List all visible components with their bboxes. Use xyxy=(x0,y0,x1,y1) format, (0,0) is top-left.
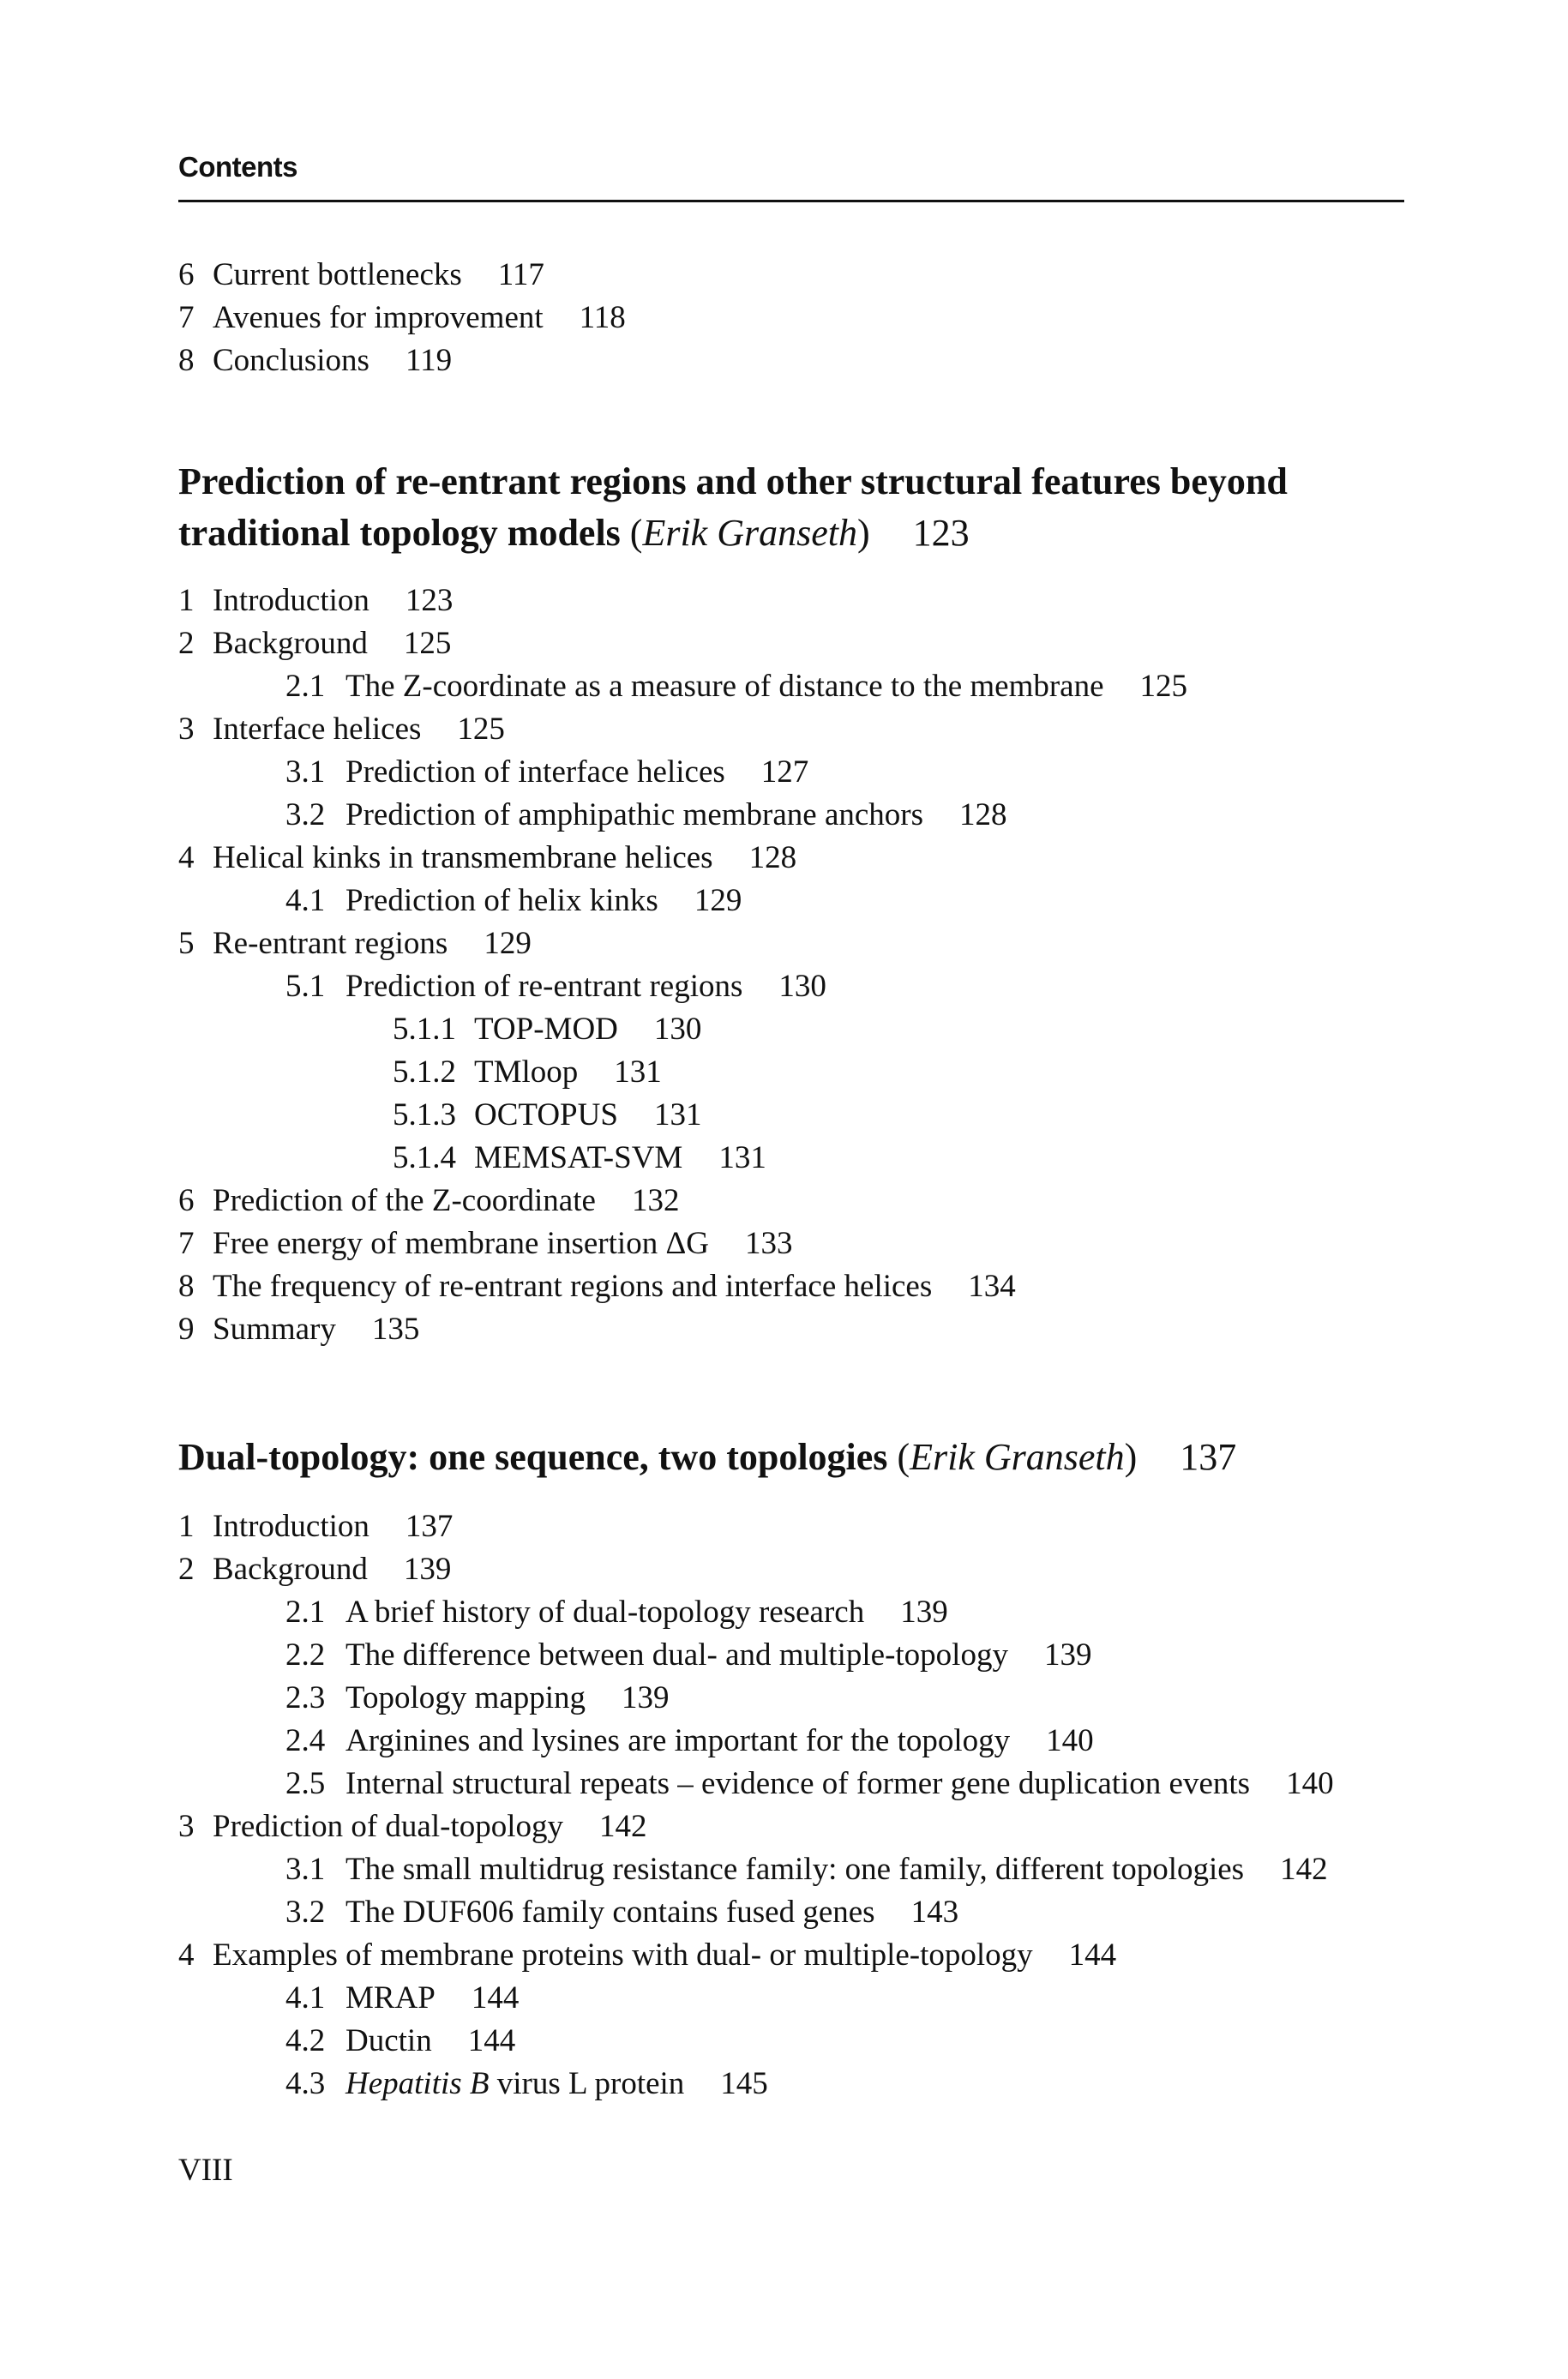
toc-entry[interactable] xyxy=(178,297,626,339)
toc-entry-page: 125 xyxy=(1139,669,1188,704)
toc-entry-number: 2.5 xyxy=(285,1766,326,1801)
toc-entry[interactable] xyxy=(178,837,796,880)
toc-entry-number: 2 xyxy=(178,626,195,661)
toc-entry-number: 9 xyxy=(178,1312,195,1347)
toc-entry-title: TMloop xyxy=(474,1054,579,1090)
toc-entry-page: 137 xyxy=(405,1509,454,1544)
toc-entry-number: 5.1.2 xyxy=(393,1054,456,1090)
toc-entry-page: 118 xyxy=(579,300,626,335)
toc-entry[interactable] xyxy=(285,880,742,922)
toc-entry-page: 145 xyxy=(720,2066,768,2101)
toc-entry-page: 127 xyxy=(760,754,809,790)
toc-entry[interactable] xyxy=(285,2020,515,2063)
toc-entry[interactable] xyxy=(178,339,452,382)
toc-entry-title: The difference between dual- and multiple-topology xyxy=(345,1637,1008,1673)
toc-entry[interactable] xyxy=(178,580,453,622)
toc-entry-page: 142 xyxy=(599,1809,647,1844)
toc-entry[interactable] xyxy=(178,1505,453,1548)
toc-entry-number: 2 xyxy=(178,1552,195,1587)
author-paren-close: ) xyxy=(1124,1436,1138,1478)
toc-entry-number: 6 xyxy=(178,257,195,292)
chapter-title: traditional topology models xyxy=(178,512,621,554)
toc-entry[interactable] xyxy=(178,1180,679,1223)
author-paren-close: ) xyxy=(856,512,870,554)
toc-entry-title: OCTOPUS xyxy=(474,1097,618,1132)
toc-entry-page: 140 xyxy=(1046,1723,1094,1758)
toc-entry[interactable] xyxy=(393,1137,766,1180)
toc-entry-title: Background xyxy=(213,1552,368,1587)
chapter-page: 123 xyxy=(912,512,970,554)
toc-entry-page: 117 xyxy=(497,257,544,292)
toc-entry-number: 8 xyxy=(178,343,195,378)
toc-entry-number: 1 xyxy=(178,1509,195,1544)
toc-entry[interactable] xyxy=(285,1634,1091,1677)
toc-entry-page: 139 xyxy=(1043,1637,1092,1673)
toc-entry[interactable] xyxy=(178,708,505,751)
toc-entry-number: 8 xyxy=(178,1269,195,1304)
toc-entry[interactable] xyxy=(285,794,1007,837)
toc-entry[interactable] xyxy=(178,1223,792,1265)
toc-entry-title: Summary xyxy=(213,1312,336,1347)
toc-entry-page: 133 xyxy=(744,1226,793,1261)
toc-entry-number: 3.1 xyxy=(285,1852,326,1887)
toc-entry-page: 128 xyxy=(959,797,1007,832)
toc-entry-title: Prediction of interface helices xyxy=(345,754,725,790)
toc-entry-title: Helical kinks in transmembrane helices xyxy=(213,840,713,875)
toc-entry-title: Conclusions xyxy=(213,343,369,378)
toc-entry-page: 131 xyxy=(718,1140,766,1175)
toc-entry[interactable] xyxy=(285,2063,768,2106)
toc-entry-number: 5.1.3 xyxy=(393,1097,456,1132)
toc-entry-page: 132 xyxy=(631,1183,680,1218)
toc-entry-title: Prediction of the Z-coordinate xyxy=(213,1183,596,1218)
toc-entry[interactable] xyxy=(285,1848,1328,1891)
toc-entry[interactable] xyxy=(285,751,808,794)
toc-entry[interactable] xyxy=(178,1548,451,1591)
toc-entry-title: A brief history of dual-topology research xyxy=(345,1595,865,1630)
toc-entry[interactable] xyxy=(178,1934,1116,1977)
toc-entry[interactable] xyxy=(285,1720,1094,1763)
toc-entry[interactable] xyxy=(285,1891,958,1934)
toc-entry-page: 130 xyxy=(653,1012,702,1047)
header-rule xyxy=(178,200,1404,202)
toc-entry-title: Examples of membrane proteins with dual- or multiple-topology xyxy=(213,1937,1033,1973)
toc-entry-number: 4 xyxy=(178,1937,195,1973)
toc-entry[interactable] xyxy=(393,1008,701,1051)
toc-entry-number: 2.4 xyxy=(285,1723,326,1758)
toc-entry-number: 5.1 xyxy=(285,969,326,1004)
toc-entry-title-italic: Hepatitis B xyxy=(345,2066,490,2101)
toc-entry-page: 119 xyxy=(405,343,453,378)
toc-entry-number: 3.1 xyxy=(285,754,326,790)
toc-entry-number: 3 xyxy=(178,1809,195,1844)
toc-entry-page: 135 xyxy=(371,1312,420,1347)
toc-entry-title: Current bottlenecks xyxy=(213,257,462,292)
chapter-title-line-1[interactable]: Prediction of re-entrant regions and other structural features beyond xyxy=(178,460,1288,502)
chapter-title: Dual-topology: one sequence, two topologies xyxy=(178,1436,888,1478)
page-number: VIII xyxy=(178,2153,233,2188)
toc-entry-title: Free energy of membrane insertion ΔG xyxy=(213,1226,709,1261)
toc-entry-title: Internal structural repeats – evidence of former gene duplication events xyxy=(345,1766,1251,1801)
toc-entry-page: 125 xyxy=(457,712,505,747)
toc-entry-page: 139 xyxy=(900,1595,948,1630)
chapter-author: Erik Granseth xyxy=(910,1436,1125,1478)
toc-entry-number: 5 xyxy=(178,926,195,961)
toc-entry-number: 3 xyxy=(178,712,195,747)
toc-entry-title: Ductin xyxy=(345,2023,432,2058)
toc-entry-number: 3.2 xyxy=(285,1895,326,1930)
toc-entry-title: Re-entrant regions xyxy=(213,926,448,961)
toc-entry[interactable] xyxy=(285,1763,1334,1805)
toc-entry-number: 2.3 xyxy=(285,1680,326,1715)
toc-entry-title: Background xyxy=(213,626,368,661)
toc-entry-number: 7 xyxy=(178,1226,195,1261)
toc-entry[interactable] xyxy=(178,922,532,965)
toc-entry-page: 130 xyxy=(778,969,826,1004)
toc-entry-title: The Z-coordinate as a measure of distance to the membrane xyxy=(345,669,1104,704)
toc-entry[interactable] xyxy=(285,665,1187,708)
toc-entry-title: Introduction xyxy=(213,1509,369,1544)
toc-entry[interactable] xyxy=(178,254,544,297)
toc-entry-title: The DUF606 family contains fused genes xyxy=(345,1895,875,1930)
toc-entry-title: MRAP xyxy=(345,1980,436,2016)
toc-entry-title: Avenues for improvement xyxy=(213,300,544,335)
toc-entry-page: 131 xyxy=(653,1097,702,1132)
toc-entry[interactable] xyxy=(178,1308,419,1351)
toc-entry-number: 1 xyxy=(178,583,195,618)
chapter-title-line-2[interactable] xyxy=(178,508,970,559)
chapter-title-line[interactable] xyxy=(178,1432,1236,1483)
toc-entry-page: 131 xyxy=(614,1054,662,1090)
toc-entry-title: TOP-MOD xyxy=(474,1012,618,1047)
toc-entry-title: The small multidrug resistance family: one family, different topologies xyxy=(345,1852,1245,1887)
toc-entry[interactable] xyxy=(393,1051,662,1094)
toc-entry-page: 139 xyxy=(622,1680,670,1715)
toc-entry-page: 144 xyxy=(471,1980,520,2016)
toc-entry[interactable] xyxy=(285,965,826,1008)
toc-entry-number: 2.1 xyxy=(285,1595,326,1630)
toc-entry-page: 143 xyxy=(910,1895,959,1930)
toc-entry-number: 4 xyxy=(178,840,195,875)
toc-entry-title: Interface helices xyxy=(213,712,422,747)
toc-entry-page: 140 xyxy=(1286,1766,1334,1801)
toc-entry-number: 4.2 xyxy=(285,2023,326,2058)
toc-entry-title: The frequency of re-entrant regions and interface helices xyxy=(213,1269,933,1304)
author-paren-open: ( xyxy=(897,1436,910,1478)
toc-entry-number: 4.1 xyxy=(285,883,326,918)
toc-entry-page: 129 xyxy=(484,926,532,961)
toc-entry-title: Prediction of dual-topology xyxy=(213,1809,563,1844)
toc-entry-title: Topology mapping xyxy=(345,1680,586,1715)
toc-entry-page: 144 xyxy=(467,2023,516,2058)
toc-entry-number: 3.2 xyxy=(285,797,326,832)
toc-entry-number: 5.1.4 xyxy=(393,1140,456,1175)
toc-entry-number: 2.1 xyxy=(285,669,326,704)
toc-entry-title: Introduction xyxy=(213,583,369,618)
toc-entry-title: Arginines and lysines are important for the topology xyxy=(345,1723,1011,1758)
toc-entry[interactable] xyxy=(178,622,451,665)
toc-entry-title: Prediction of re-entrant regions xyxy=(345,969,743,1004)
toc-entry-page: 129 xyxy=(694,883,742,918)
toc-entry-number: 7 xyxy=(178,300,195,335)
toc-entry-page: 144 xyxy=(1068,1937,1117,1973)
running-header: Contents xyxy=(178,151,297,183)
toc-entry[interactable] xyxy=(285,1977,519,2020)
author-paren-open: ( xyxy=(629,512,643,554)
toc-entry-page: 142 xyxy=(1280,1852,1328,1887)
toc-entry-number: 4.3 xyxy=(285,2066,326,2101)
toc-entry[interactable] xyxy=(393,1094,701,1137)
toc-entry-page: 125 xyxy=(403,626,452,661)
toc-entry-title: Prediction of helix kinks xyxy=(345,883,658,918)
toc-entry-title: MEMSAT-SVM xyxy=(474,1140,683,1175)
chapter-page: 137 xyxy=(1180,1436,1237,1478)
toc-entry-page: 134 xyxy=(968,1269,1016,1304)
toc-entry[interactable] xyxy=(178,1265,1016,1308)
toc-entry-number: 4.1 xyxy=(285,1980,326,2016)
toc-entry-number: 5.1.1 xyxy=(393,1012,456,1047)
toc-entry-page: 128 xyxy=(748,840,797,875)
toc-entry-title: Prediction of amphipathic membrane anchors xyxy=(345,797,924,832)
toc-entry[interactable] xyxy=(178,1805,647,1848)
chapter-author: Erik Granseth xyxy=(642,512,857,554)
toc-entry-number: 6 xyxy=(178,1183,195,1218)
toc-entry-page: 139 xyxy=(403,1552,452,1587)
toc-entry[interactable] xyxy=(285,1677,670,1720)
toc-entry-number: 2.2 xyxy=(285,1637,326,1673)
toc-entry-title: virus L protein xyxy=(489,2066,685,2101)
toc-entry-page: 123 xyxy=(405,583,454,618)
toc-entry[interactable] xyxy=(285,1591,948,1634)
